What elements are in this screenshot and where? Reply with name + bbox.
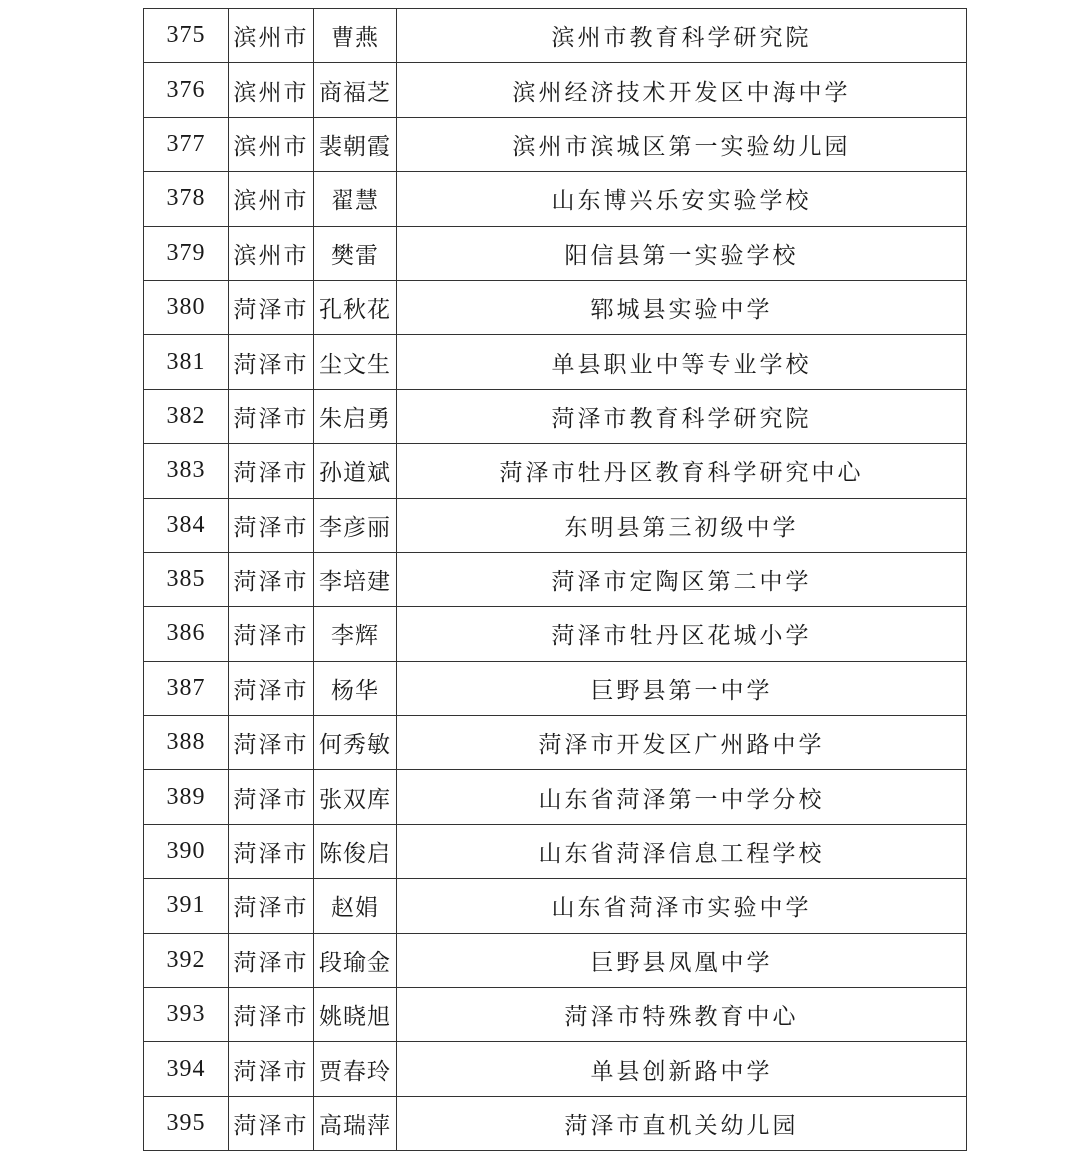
row-number: 381 — [144, 335, 229, 389]
row-city: 菏泽市 — [229, 335, 314, 389]
row-number: 389 — [144, 770, 229, 824]
row-organization: 菏泽市牡丹区教育科学研究中心 — [397, 444, 967, 498]
row-person-name: 段瑜金 — [314, 933, 397, 987]
row-organization: 菏泽市特殊教育中心 — [397, 988, 967, 1042]
row-organization: 郓城县实验中学 — [397, 280, 967, 334]
row-organization: 山东省菏泽市实验中学 — [397, 879, 967, 933]
table-row — [144, 1096, 967, 1150]
row-number: 391 — [144, 879, 229, 933]
row-city: 滨州市 — [229, 226, 314, 280]
row-city: 滨州市 — [229, 63, 314, 117]
row-person-name: 樊雷 — [314, 226, 397, 280]
row-city: 菏泽市 — [229, 389, 314, 443]
row-organization: 滨州市教育科学研究院 — [397, 9, 967, 63]
row-number: 375 — [144, 9, 229, 63]
row-city: 菏泽市 — [229, 1042, 314, 1096]
row-number: 384 — [144, 498, 229, 552]
row-number: 395 — [144, 1096, 229, 1150]
table-row — [144, 498, 967, 552]
table-row — [144, 172, 967, 226]
row-organization: 山东省菏泽第一中学分校 — [397, 770, 967, 824]
row-city: 菏泽市 — [229, 552, 314, 606]
row-person-name: 贾春玲 — [314, 1042, 397, 1096]
row-city: 菏泽市 — [229, 1096, 314, 1150]
row-number: 387 — [144, 661, 229, 715]
row-number: 386 — [144, 607, 229, 661]
row-city: 菏泽市 — [229, 716, 314, 770]
row-city: 菏泽市 — [229, 444, 314, 498]
row-number: 378 — [144, 172, 229, 226]
row-number: 388 — [144, 716, 229, 770]
row-city: 菏泽市 — [229, 933, 314, 987]
row-person-name: 孔秋花 — [314, 280, 397, 334]
row-organization: 菏泽市牡丹区花城小学 — [397, 607, 967, 661]
table-row — [144, 933, 967, 987]
row-number: 383 — [144, 444, 229, 498]
row-person-name: 孙道斌 — [314, 444, 397, 498]
row-organization: 单县创新路中学 — [397, 1042, 967, 1096]
row-person-name: 朱启勇 — [314, 389, 397, 443]
row-number: 393 — [144, 988, 229, 1042]
row-city: 菏泽市 — [229, 770, 314, 824]
table-row — [144, 1042, 967, 1096]
row-person-name: 翟慧 — [314, 172, 397, 226]
row-organization: 菏泽市直机关幼儿园 — [397, 1096, 967, 1150]
row-number: 390 — [144, 824, 229, 878]
row-organization: 滨州市滨城区第一实验幼儿园 — [397, 117, 967, 171]
row-city: 菏泽市 — [229, 879, 314, 933]
table-row — [144, 607, 967, 661]
row-city: 菏泽市 — [229, 661, 314, 715]
row-city: 菏泽市 — [229, 988, 314, 1042]
table-row — [144, 444, 967, 498]
row-number: 385 — [144, 552, 229, 606]
row-number: 377 — [144, 117, 229, 171]
table-row — [144, 117, 967, 171]
row-city: 菏泽市 — [229, 824, 314, 878]
table-row — [144, 226, 967, 280]
row-organization: 山东省菏泽信息工程学校 — [397, 824, 967, 878]
row-organization: 菏泽市定陶区第二中学 — [397, 552, 967, 606]
row-person-name: 裴朝霞 — [314, 117, 397, 171]
table-row — [144, 63, 967, 117]
table-row — [144, 988, 967, 1042]
row-person-name: 李辉 — [314, 607, 397, 661]
table-row — [144, 770, 967, 824]
row-city: 滨州市 — [229, 172, 314, 226]
table-row — [144, 879, 967, 933]
row-organization: 滨州经济技术开发区中海中学 — [397, 63, 967, 117]
row-person-name: 姚晓旭 — [314, 988, 397, 1042]
row-organization: 单县职业中等专业学校 — [397, 335, 967, 389]
table-row — [144, 280, 967, 334]
row-number: 394 — [144, 1042, 229, 1096]
row-organization: 阳信县第一实验学校 — [397, 226, 967, 280]
row-person-name: 李培建 — [314, 552, 397, 606]
row-city: 滨州市 — [229, 117, 314, 171]
row-number: 382 — [144, 389, 229, 443]
row-number: 380 — [144, 280, 229, 334]
table-row — [144, 661, 967, 715]
row-person-name: 张双库 — [314, 770, 397, 824]
table-row — [144, 552, 967, 606]
row-organization: 巨野县凤凰中学 — [397, 933, 967, 987]
roster-table-body — [144, 9, 967, 1151]
row-city: 菏泽市 — [229, 498, 314, 552]
row-organization: 巨野县第一中学 — [397, 661, 967, 715]
row-organization: 山东博兴乐安实验学校 — [397, 172, 967, 226]
row-organization: 菏泽市教育科学研究院 — [397, 389, 967, 443]
row-person-name: 何秀敏 — [314, 716, 397, 770]
row-number: 376 — [144, 63, 229, 117]
row-number: 379 — [144, 226, 229, 280]
row-person-name: 曹燕 — [314, 9, 397, 63]
row-person-name: 商福芝 — [314, 63, 397, 117]
table-row — [144, 389, 967, 443]
row-organization: 菏泽市开发区广州路中学 — [397, 716, 967, 770]
table-row — [144, 824, 967, 878]
row-person-name: 尘文生 — [314, 335, 397, 389]
roster-table — [143, 8, 967, 1151]
table-row — [144, 335, 967, 389]
row-organization: 东明县第三初级中学 — [397, 498, 967, 552]
table-row — [144, 716, 967, 770]
row-person-name: 赵娟 — [314, 879, 397, 933]
row-number: 392 — [144, 933, 229, 987]
row-person-name: 李彦丽 — [314, 498, 397, 552]
row-person-name: 杨华 — [314, 661, 397, 715]
table-row — [144, 9, 967, 63]
row-city: 菏泽市 — [229, 280, 314, 334]
row-city: 滨州市 — [229, 9, 314, 63]
row-city: 菏泽市 — [229, 607, 314, 661]
row-person-name: 陈俊启 — [314, 824, 397, 878]
row-person-name: 高瑞萍 — [314, 1096, 397, 1150]
